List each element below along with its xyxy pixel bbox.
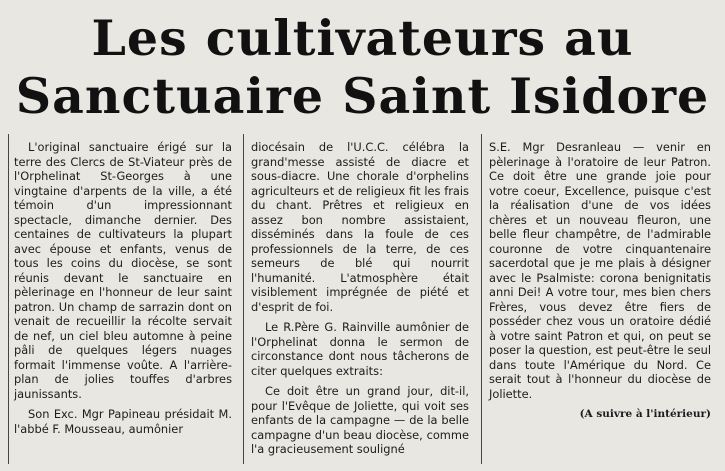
headline-line-1: Les cultivateurs au	[91, 9, 634, 67]
continued-note: (A suivre à l'intérieur)	[579, 408, 711, 420]
article-column-2	[251, 140, 469, 463]
paragraph: Son Exc. Mgr Papineau présidait M. l'abbé F. Mousseau, aumônier	[14, 407, 232, 436]
paragraph: Ce doit être un grand jour, dit-il, pour l'Evêque de Joliette, qui voit ses enfants de la campagne — de la belle campagne d'un beau diocèse, comme l'a gracieusement souligné	[251, 384, 469, 456]
headline-line-2: Sanctuaire Saint Isidore	[15, 67, 710, 125]
column-rule-1	[243, 134, 244, 464]
article-column-1	[14, 140, 232, 442]
article-column-3	[489, 140, 711, 422]
paragraph: Le R.Père G. Rainville aumônier de l'Orphelinat donna le sermon de circonstance dont nous tâcherons de citer quelques extraits:	[251, 320, 469, 378]
column-rule-2	[481, 134, 482, 464]
column-rule-left	[8, 134, 9, 464]
paragraph: L'original sanctuaire érigé sur la terre des Clercs de St-Viateur près de l'Orphelinat St-Georges à une vingtaine d'arpents de la ville, a été témoin d'un impressionnant spectacle, dimanche dernier. Des centaines de cultivateurs la plupart avec épouse et enfants, venus de tous les coins du diocèse, se sont réunis devant le sanctuaire en pèlerinage en l'honneur de leur saint patron. Un champ de sarrazin dont on venait de recueillir la récolte servait de nef, un ciel bleu automne à peine pâli de quelques légers nuages formait l'immense voûte. A l'arrière-plan de jolies touffes d'arbres jaunissants.	[14, 140, 232, 401]
paragraph: diocésain de l'U.C.C. célébra la grand'messe assisté de diacre et sous-diacre. Une chorale d'orphelins agriculteurs et de religieux fit les frais du chant. Prêtres et religieux en assez bon nombre assistaient, disséminés dans la foule de ces professionnels de la terre, de ces semeurs de blé qui nourrit l'humanité. L'atmosphère était visiblement imprégnée de piété et d'esprit de foi.	[251, 140, 469, 314]
paragraph: S.E. Mgr Desranleau — venir en pèlerinage à l'oratoire de leur Patron. Ce doit être une grande joie pour votre coeur, Excellence, puisque c'est la réalisation d'une de vos idées chères et un nouveau fleuron, une belle fleur champêtre, de l'admirable couronne de votre cinquantenaire sacerdotal que je me plais à désigner avec le Psalmiste: corona benignitatis anni Dei! A votre tour, mes bien chers Frères, vous devez être fiers de posséder chez vous un oratoire dédié à votre saint Patron et qui, on peut se poser la question, est peut-être le seul dans toute l'Amérique du Nord. Ce serait tout à l'honneur du diocèse de Joliette.	[489, 140, 711, 401]
